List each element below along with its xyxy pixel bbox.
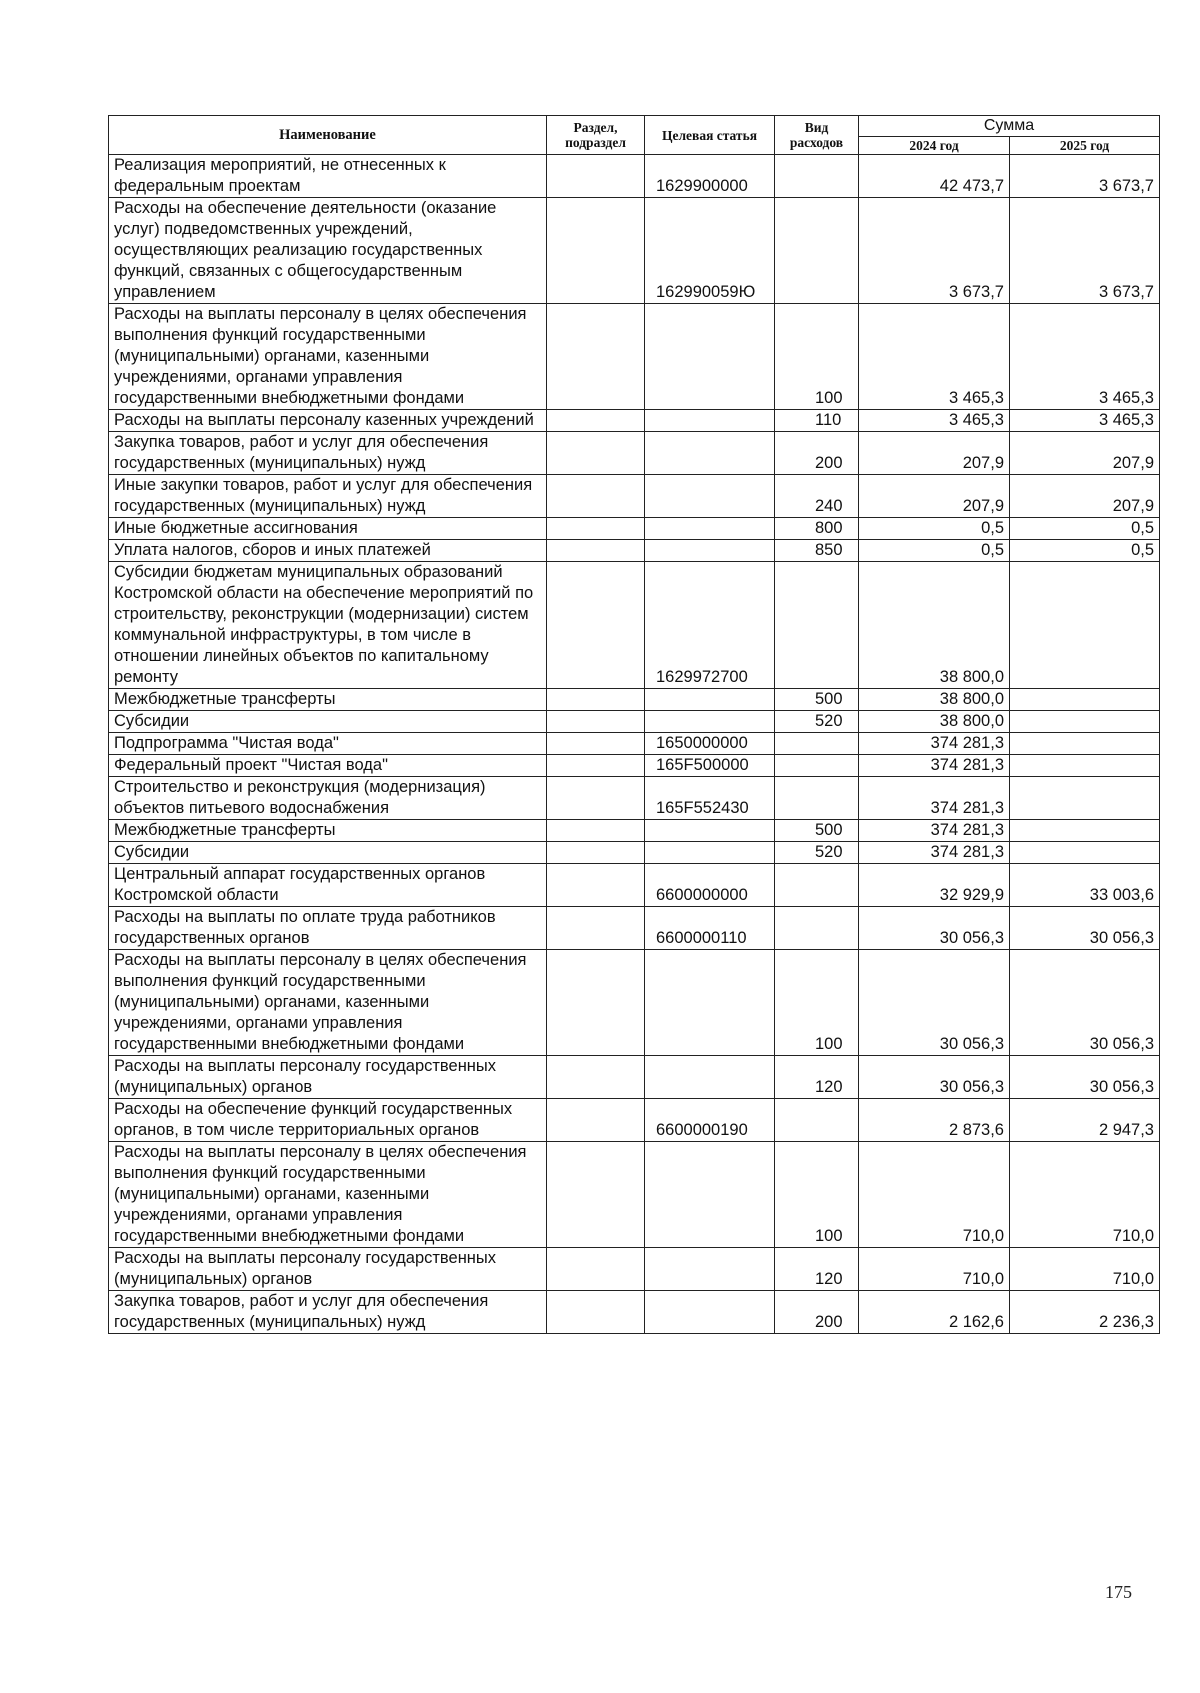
row-celevaya-statya-cell [645, 842, 775, 864]
row-celevaya-statya-cell [645, 518, 775, 540]
row-razdel-cell [547, 1056, 645, 1099]
row-sum-2025-cell: 710,0 [1010, 1142, 1160, 1248]
row-sum-2024-cell: 38 800,0 [859, 711, 1010, 733]
row-celevaya-statya-cell: 165F552430 [645, 777, 775, 820]
row-vid-rashodov-cell: 850 [775, 540, 859, 562]
row-sum-2025-cell [1010, 689, 1160, 711]
row-celevaya-statya-cell [645, 1291, 775, 1334]
table-row [109, 1056, 1160, 1099]
header-razdel: Раздел, подраздел [547, 116, 645, 155]
row-celevaya-statya-cell [645, 304, 775, 410]
row-sum-2024-cell: 30 056,3 [859, 1056, 1010, 1099]
row-sum-2025-cell: 3 673,7 [1010, 155, 1160, 198]
row-sum-2024-cell: 374 281,3 [859, 755, 1010, 777]
row-name-cell: Строительство и реконструкция (модернизация) объектов питьевого водоснабжения [109, 777, 547, 820]
table-row [109, 733, 1160, 755]
row-razdel-cell [547, 711, 645, 733]
row-vid-rashodov-cell [775, 907, 859, 950]
table-row [109, 755, 1160, 777]
row-name-cell: Закупка товаров, работ и услуг для обеспечения государственных (муниципальных) нужд [109, 432, 547, 475]
row-name-cell: Подпрограмма "Чистая вода" [109, 733, 547, 755]
row-razdel-cell [547, 410, 645, 432]
row-vid-rashodov-cell: 200 [775, 1291, 859, 1334]
row-sum-2024-cell: 30 056,3 [859, 950, 1010, 1056]
row-sum-2025-cell: 207,9 [1010, 475, 1160, 518]
row-celevaya-statya-cell [645, 432, 775, 475]
row-sum-2025-cell: 30 056,3 [1010, 907, 1160, 950]
row-razdel-cell [547, 864, 645, 907]
row-sum-2025-cell: 3 673,7 [1010, 198, 1160, 304]
table-row [109, 689, 1160, 711]
row-sum-2024-cell: 2 873,6 [859, 1099, 1010, 1142]
row-celevaya-statya-cell [645, 475, 775, 518]
row-vid-rashodov-cell: 100 [775, 1142, 859, 1248]
row-razdel-cell [547, 842, 645, 864]
table-row [109, 1142, 1160, 1248]
table-row [109, 907, 1160, 950]
row-vid-rashodov-cell [775, 562, 859, 689]
row-vid-rashodov-cell: 500 [775, 820, 859, 842]
row-celevaya-statya-cell: 1650000000 [645, 733, 775, 755]
header-name: Наименование [109, 116, 547, 155]
row-razdel-cell [547, 1142, 645, 1248]
row-celevaya-statya-cell: 162990059Ю [645, 198, 775, 304]
row-sum-2024-cell: 207,9 [859, 432, 1010, 475]
row-razdel-cell [547, 475, 645, 518]
row-celevaya-statya-cell: 1629900000 [645, 155, 775, 198]
row-razdel-cell [547, 820, 645, 842]
row-celevaya-statya-cell [645, 410, 775, 432]
row-sum-2025-cell: 3 465,3 [1010, 304, 1160, 410]
row-vid-rashodov-cell [775, 155, 859, 198]
row-sum-2025-cell: 710,0 [1010, 1248, 1160, 1291]
row-sum-2024-cell: 30 056,3 [859, 907, 1010, 950]
row-celevaya-statya-cell: 6600000110 [645, 907, 775, 950]
table-row [109, 1248, 1160, 1291]
row-vid-rashodov-cell [775, 733, 859, 755]
row-sum-2024-cell: 374 281,3 [859, 842, 1010, 864]
row-vid-rashodov-cell: 500 [775, 689, 859, 711]
row-vid-rashodov-cell [775, 777, 859, 820]
row-razdel-cell [547, 733, 645, 755]
table-row [109, 1099, 1160, 1142]
row-vid-rashodov-cell: 800 [775, 518, 859, 540]
table-row [109, 155, 1160, 198]
budget-table [108, 115, 1160, 1334]
row-vid-rashodov-cell: 240 [775, 475, 859, 518]
table-row [109, 518, 1160, 540]
row-razdel-cell [547, 1099, 645, 1142]
row-name-cell: Реализация мероприятий, не отнесенных к федеральным проектам [109, 155, 547, 198]
row-name-cell: Расходы на выплаты по оплате труда работников государственных органов [109, 907, 547, 950]
row-name-cell: Закупка товаров, работ и услуг для обеспечения государственных (муниципальных) нужд [109, 1291, 547, 1334]
row-vid-rashodov-cell [775, 864, 859, 907]
row-celevaya-statya-cell: 6600000190 [645, 1099, 775, 1142]
table-row [109, 777, 1160, 820]
row-razdel-cell [547, 1248, 645, 1291]
row-sum-2024-cell: 3 673,7 [859, 198, 1010, 304]
row-vid-rashodov-cell [775, 1099, 859, 1142]
row-razdel-cell [547, 198, 645, 304]
table-row [109, 475, 1160, 518]
row-sum-2025-cell [1010, 777, 1160, 820]
table-row [109, 304, 1160, 410]
row-name-cell: Расходы на обеспечение функций государственных органов, в том числе территориальных органов [109, 1099, 547, 1142]
row-razdel-cell [547, 907, 645, 950]
row-name-cell: Центральный аппарат государственных органов Костромской области [109, 864, 547, 907]
row-name-cell: Федеральный проект "Чистая вода" [109, 755, 547, 777]
row-razdel-cell [547, 518, 645, 540]
row-sum-2025-cell [1010, 755, 1160, 777]
row-sum-2024-cell: 2 162,6 [859, 1291, 1010, 1334]
row-sum-2025-cell: 2 947,3 [1010, 1099, 1160, 1142]
row-celevaya-statya-cell [645, 1056, 775, 1099]
row-name-cell: Расходы на выплаты персоналу государственных (муниципальных) органов [109, 1056, 547, 1099]
row-sum-2025-cell [1010, 711, 1160, 733]
row-razdel-cell [547, 304, 645, 410]
table-row [109, 540, 1160, 562]
row-sum-2025-cell [1010, 562, 1160, 689]
table-row [109, 711, 1160, 733]
row-celevaya-statya-cell [645, 1248, 775, 1291]
row-vid-rashodov-cell: 200 [775, 432, 859, 475]
page-number: 175 [1105, 1582, 1132, 1602]
header-year-2024: 2024 год [859, 137, 1010, 155]
header-year-2025: 2025 год [1010, 137, 1160, 155]
row-sum-2025-cell: 3 465,3 [1010, 410, 1160, 432]
header-summa: Сумма [859, 116, 1160, 137]
row-celevaya-statya-cell [645, 820, 775, 842]
row-sum-2025-cell [1010, 733, 1160, 755]
row-celevaya-statya-cell: 1629972700 [645, 562, 775, 689]
row-name-cell: Иные закупки товаров, работ и услуг для обеспечения государственных (муниципальных) нужд [109, 475, 547, 518]
table-row [109, 198, 1160, 304]
row-sum-2024-cell: 3 465,3 [859, 304, 1010, 410]
row-razdel-cell [547, 540, 645, 562]
row-name-cell: Расходы на выплаты персоналу в целях обеспечения выполнения функций государственными (муниципальными) органами, казенными учреждениями, органами управления государственными внебюджетными фондами [109, 950, 547, 1056]
row-sum-2024-cell: 374 281,3 [859, 777, 1010, 820]
row-sum-2024-cell: 38 800,0 [859, 562, 1010, 689]
row-sum-2025-cell [1010, 842, 1160, 864]
row-razdel-cell [547, 755, 645, 777]
row-vid-rashodov-cell: 120 [775, 1056, 859, 1099]
table-row [109, 410, 1160, 432]
row-vid-rashodov-cell: 100 [775, 950, 859, 1056]
row-razdel-cell [547, 432, 645, 475]
row-sum-2024-cell: 3 465,3 [859, 410, 1010, 432]
row-sum-2025-cell: 0,5 [1010, 518, 1160, 540]
row-name-cell: Субсидии бюджетам муниципальных образований Костромской области на обеспечение мероприятий по строительству, реконструкции (модернизации) систем коммунальной инфраструктуры, в том числе в отношении линейных объектов по капитальному ремонту [109, 562, 547, 689]
row-name-cell: Расходы на выплаты персоналу в целях обеспечения выполнения функций государственными (муниципальными) органами, казенными учреждениями, органами управления государственными внебюджетными фондами [109, 1142, 547, 1248]
row-sum-2025-cell: 207,9 [1010, 432, 1160, 475]
row-celevaya-statya-cell: 6600000000 [645, 864, 775, 907]
row-celevaya-statya-cell [645, 1142, 775, 1248]
row-name-cell: Расходы на выплаты персоналу казенных учреждений [109, 410, 547, 432]
row-name-cell: Межбюджетные трансферты [109, 820, 547, 842]
table-row [109, 562, 1160, 689]
row-sum-2024-cell: 710,0 [859, 1142, 1010, 1248]
row-name-cell: Уплата налогов, сборов и иных платежей [109, 540, 547, 562]
row-celevaya-statya-cell: 165F500000 [645, 755, 775, 777]
table-row [109, 950, 1160, 1056]
row-sum-2024-cell: 38 800,0 [859, 689, 1010, 711]
table-row [109, 432, 1160, 475]
row-sum-2024-cell: 710,0 [859, 1248, 1010, 1291]
table-row [109, 820, 1160, 842]
table-row [109, 842, 1160, 864]
row-sum-2025-cell [1010, 820, 1160, 842]
row-razdel-cell [547, 562, 645, 689]
row-sum-2024-cell: 374 281,3 [859, 733, 1010, 755]
row-razdel-cell [547, 950, 645, 1056]
row-vid-rashodov-cell: 110 [775, 410, 859, 432]
row-vid-rashodov-cell: 120 [775, 1248, 859, 1291]
row-celevaya-statya-cell [645, 711, 775, 733]
row-sum-2024-cell: 42 473,7 [859, 155, 1010, 198]
row-celevaya-statya-cell [645, 950, 775, 1056]
row-razdel-cell [547, 689, 645, 711]
row-sum-2025-cell: 33 003,6 [1010, 864, 1160, 907]
row-name-cell: Расходы на выплаты персоналу в целях обеспечения выполнения функций государственными (муниципальными) органами, казенными учреждениями, органами управления государственными внебюджетными фондами [109, 304, 547, 410]
row-vid-rashodov-cell: 520 [775, 711, 859, 733]
table-row [109, 864, 1160, 907]
row-name-cell: Расходы на обеспечение деятельности (оказание услуг) подведомственных учреждений, осуществляющих реализацию государственных функций, связанных с общегосударственным управлением [109, 198, 547, 304]
row-celevaya-statya-cell [645, 689, 775, 711]
row-vid-rashodov-cell [775, 198, 859, 304]
table-body [109, 155, 1160, 1334]
row-sum-2024-cell: 32 929,9 [859, 864, 1010, 907]
row-name-cell: Субсидии [109, 711, 547, 733]
row-name-cell: Расходы на выплаты персоналу государственных (муниципальных) органов [109, 1248, 547, 1291]
header-celevaya-statya: Целевая статья [645, 116, 775, 155]
table-row [109, 1291, 1160, 1334]
row-razdel-cell [547, 777, 645, 820]
row-sum-2025-cell: 2 236,3 [1010, 1291, 1160, 1334]
row-sum-2024-cell: 0,5 [859, 540, 1010, 562]
row-sum-2024-cell: 207,9 [859, 475, 1010, 518]
row-vid-rashodov-cell [775, 755, 859, 777]
row-sum-2025-cell: 0,5 [1010, 540, 1160, 562]
row-vid-rashodov-cell: 520 [775, 842, 859, 864]
row-razdel-cell [547, 155, 645, 198]
row-sum-2024-cell: 374 281,3 [859, 820, 1010, 842]
row-sum-2025-cell: 30 056,3 [1010, 950, 1160, 1056]
row-vid-rashodov-cell: 100 [775, 304, 859, 410]
row-celevaya-statya-cell [645, 540, 775, 562]
row-sum-2024-cell: 0,5 [859, 518, 1010, 540]
row-name-cell: Субсидии [109, 842, 547, 864]
header-vid-rashodov: Вид расходов [775, 116, 859, 155]
row-name-cell: Межбюджетные трансферты [109, 689, 547, 711]
row-sum-2025-cell: 30 056,3 [1010, 1056, 1160, 1099]
row-razdel-cell [547, 1291, 645, 1334]
row-name-cell: Иные бюджетные ассигнования [109, 518, 547, 540]
